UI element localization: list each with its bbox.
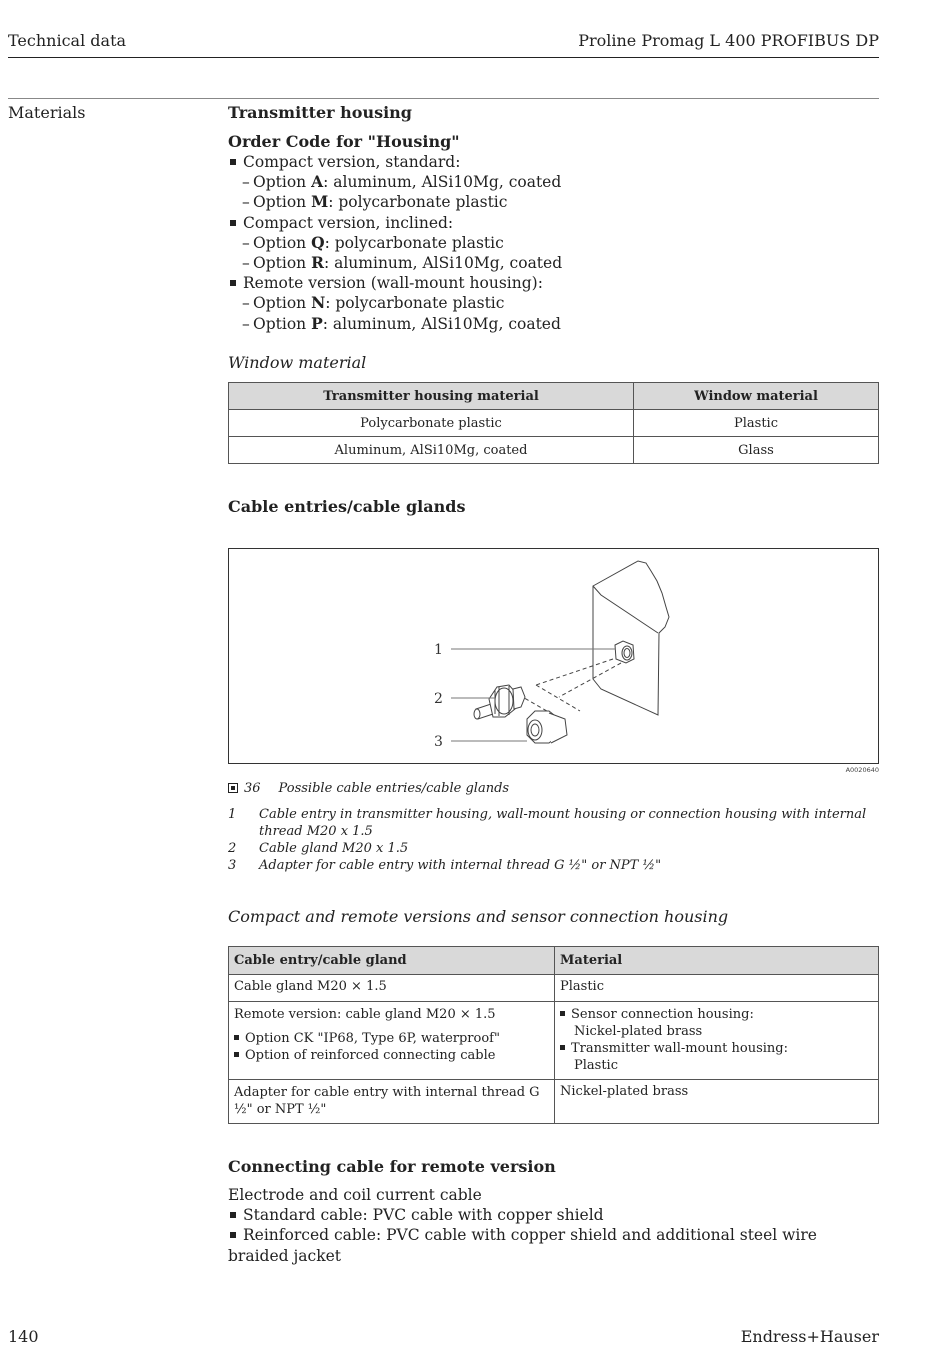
table-cell: Cable gland M20 × 1.5 <box>229 975 555 1002</box>
sub-list-item: – Option N: polycarbonate plastic <box>242 293 505 313</box>
sub-list-item: – Option R: aluminum, AlSi10Mg, coated <box>242 253 563 273</box>
callout-3: 3 <box>434 734 443 750</box>
footer-brand: Endress+Hauser <box>740 1327 879 1346</box>
sub-list-item: – Option M: polycarbonate plastic <box>242 192 508 212</box>
figure-code: A0020640 <box>845 766 879 774</box>
figure-legend <box>228 806 879 874</box>
side-label-materials: Materials <box>8 103 86 122</box>
bullet-icon <box>230 1232 236 1238</box>
cable-material-table-wrap <box>228 946 879 1124</box>
table-cell: Glass <box>634 437 879 464</box>
table-row <box>229 437 879 464</box>
figure-caption-text: Possible cable entries/cable glands <box>278 781 510 796</box>
table-cell: Nickel-plated brass <box>555 1080 879 1124</box>
list-item: Reinforced cable: PVC cable with copper shield and additional steel wire braided jacket <box>228 1226 817 1265</box>
figure-number: 36 <box>244 781 261 796</box>
window-material-table-wrap <box>228 382 879 464</box>
header-rule <box>8 57 879 58</box>
table-cell: Polycarbonate plastic <box>229 410 634 437</box>
list-item: Remote version (wall-mount housing): <box>228 273 879 293</box>
table-cell: Plastic <box>555 975 879 1002</box>
table-cell: Aluminum, AlSi10Mg, coated <box>229 437 634 464</box>
table-header-cell: Material <box>555 947 879 975</box>
versions-title: Compact and remote versions and sensor connection housing <box>228 907 729 926</box>
connecting-cable-intro: Electrode and coil current cable <box>228 1186 482 1204</box>
section-rule <box>8 98 879 99</box>
header-section-title: Technical data <box>8 31 127 50</box>
table-header-cell: Transmitter housing material <box>229 383 634 410</box>
bullet-icon <box>230 159 236 165</box>
legend-item: 2 Cable gland M20 x 1.5 <box>228 841 409 856</box>
table-header-cell: Cable entry/cable gland <box>229 947 555 975</box>
table-cell: Remote version: cable gland M20 × 1.5 Option CK "IP68, Type 6P, waterproof" Option of reinforced connecting cable <box>229 1002 555 1080</box>
table-header-cell: Window material <box>634 383 879 410</box>
callout-2: 2 <box>434 691 443 707</box>
figure-caption <box>228 781 509 796</box>
table-row <box>229 1002 879 1080</box>
sub-list-item: – Option A: aluminum, AlSi10Mg, coated <box>242 172 562 192</box>
cable-gland-illustration <box>229 549 878 763</box>
table-row <box>229 410 879 437</box>
transmitter-housing-section <box>228 103 879 334</box>
figure-icon <box>228 783 238 793</box>
header-product-name: Proline Promag L 400 PROFIBUS DP <box>578 31 879 50</box>
list-item: Compact version, standard: <box>228 152 879 172</box>
cable-material-table <box>228 946 879 1124</box>
list-item: Standard cable: PVC cable with copper shield <box>228 1205 879 1225</box>
connecting-cable-title: Connecting cable for remote version <box>228 1157 556 1176</box>
callout-1: 1 <box>434 642 443 658</box>
table-row <box>229 975 879 1002</box>
page-number: 140 <box>8 1327 39 1346</box>
table-cell: Adapter for cable entry with internal thread G ½" or NPT ½" <box>229 1080 555 1124</box>
sub-list-item: – Option P: aluminum, AlSi10Mg, coated <box>242 313 561 333</box>
sub-list-item: – Option Q: polycarbonate plastic <box>242 232 504 252</box>
table-row <box>229 1080 879 1124</box>
transmitter-housing-title: Transmitter housing <box>228 103 412 122</box>
list-item: Compact version, inclined: <box>228 213 879 233</box>
order-code-title: Order Code for "Housing" <box>228 132 460 151</box>
legend-item: 1 Cable entry in transmitter housing, wall-mount housing or connection housing with internal thread M20 x 1.5 <box>228 807 867 839</box>
cable-entries-figure <box>228 548 879 764</box>
legend-item: 3 Adapter for cable entry with internal thread G ½" or NPT ½" <box>228 858 662 873</box>
table-cell: Plastic <box>634 410 879 437</box>
housing-options-list <box>228 152 879 334</box>
bullet-icon <box>230 280 236 286</box>
bullet-icon <box>230 220 236 226</box>
window-material-title: Window material <box>228 353 367 372</box>
connecting-cable-section <box>228 1157 879 1266</box>
bullet-icon <box>230 1212 236 1218</box>
table-cell: Sensor connection housing: Nickel-plated brass Transmitter wall-mount housing: Plastic <box>555 1002 879 1080</box>
window-material-table <box>228 382 879 464</box>
cable-entries-title: Cable entries/cable glands <box>228 497 466 516</box>
